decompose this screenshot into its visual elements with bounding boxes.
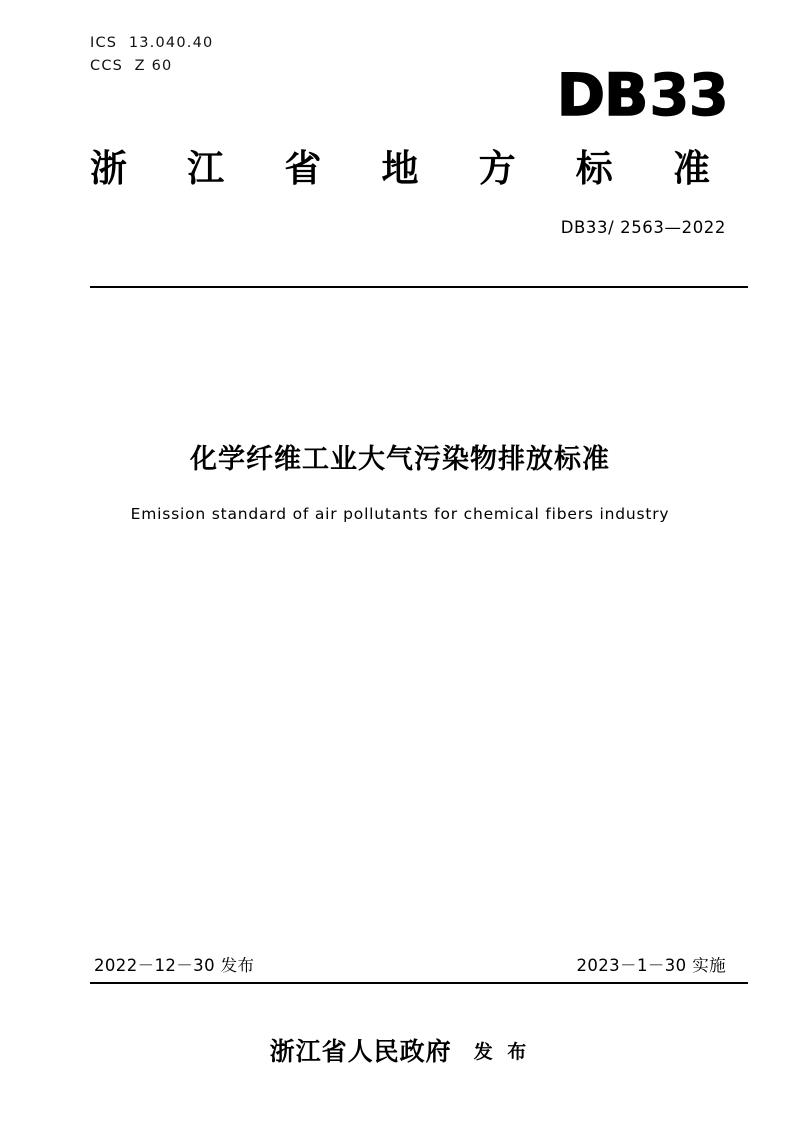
db33-logo-number: 33 <box>649 61 728 129</box>
publisher-block <box>0 1032 800 1068</box>
standard-type-char-2: 省 <box>284 147 322 190</box>
ics-code: ICS 13.040.40 <box>90 35 214 51</box>
standard-type-title <box>90 146 710 192</box>
standard-type-char-4: 方 <box>478 147 516 190</box>
db33-logo <box>556 61 728 129</box>
publisher-verb: 发 布 <box>473 1041 531 1063</box>
classification-codes <box>90 32 213 78</box>
footer-divider <box>90 982 748 984</box>
standard-number: DB33/ 2563—2022 <box>560 218 726 237</box>
ccs-code: CCS Z 60 <box>90 58 173 74</box>
document-title-chinese: 化学纤维工业大气污染物排放标准 <box>190 444 610 475</box>
standard-type-char-1: 江 <box>187 147 225 190</box>
header-divider <box>90 286 748 288</box>
db33-logo-prefix: DB <box>556 61 648 129</box>
standard-type-char-0: 浙 <box>90 147 127 190</box>
standard-type-char-6: 准 <box>672 147 710 190</box>
standard-type-char-3: 地 <box>381 147 419 190</box>
standard-type-char-5: 标 <box>575 147 613 190</box>
issue-date: 2022－12－30 发布 <box>94 956 255 975</box>
publisher-name: 浙江省人民政府 <box>269 1037 452 1066</box>
document-title-english: Emission standard of air pollutants for chemical fibers industry <box>130 505 670 523</box>
effective-date: 2023－1－30 实施 <box>576 956 726 975</box>
